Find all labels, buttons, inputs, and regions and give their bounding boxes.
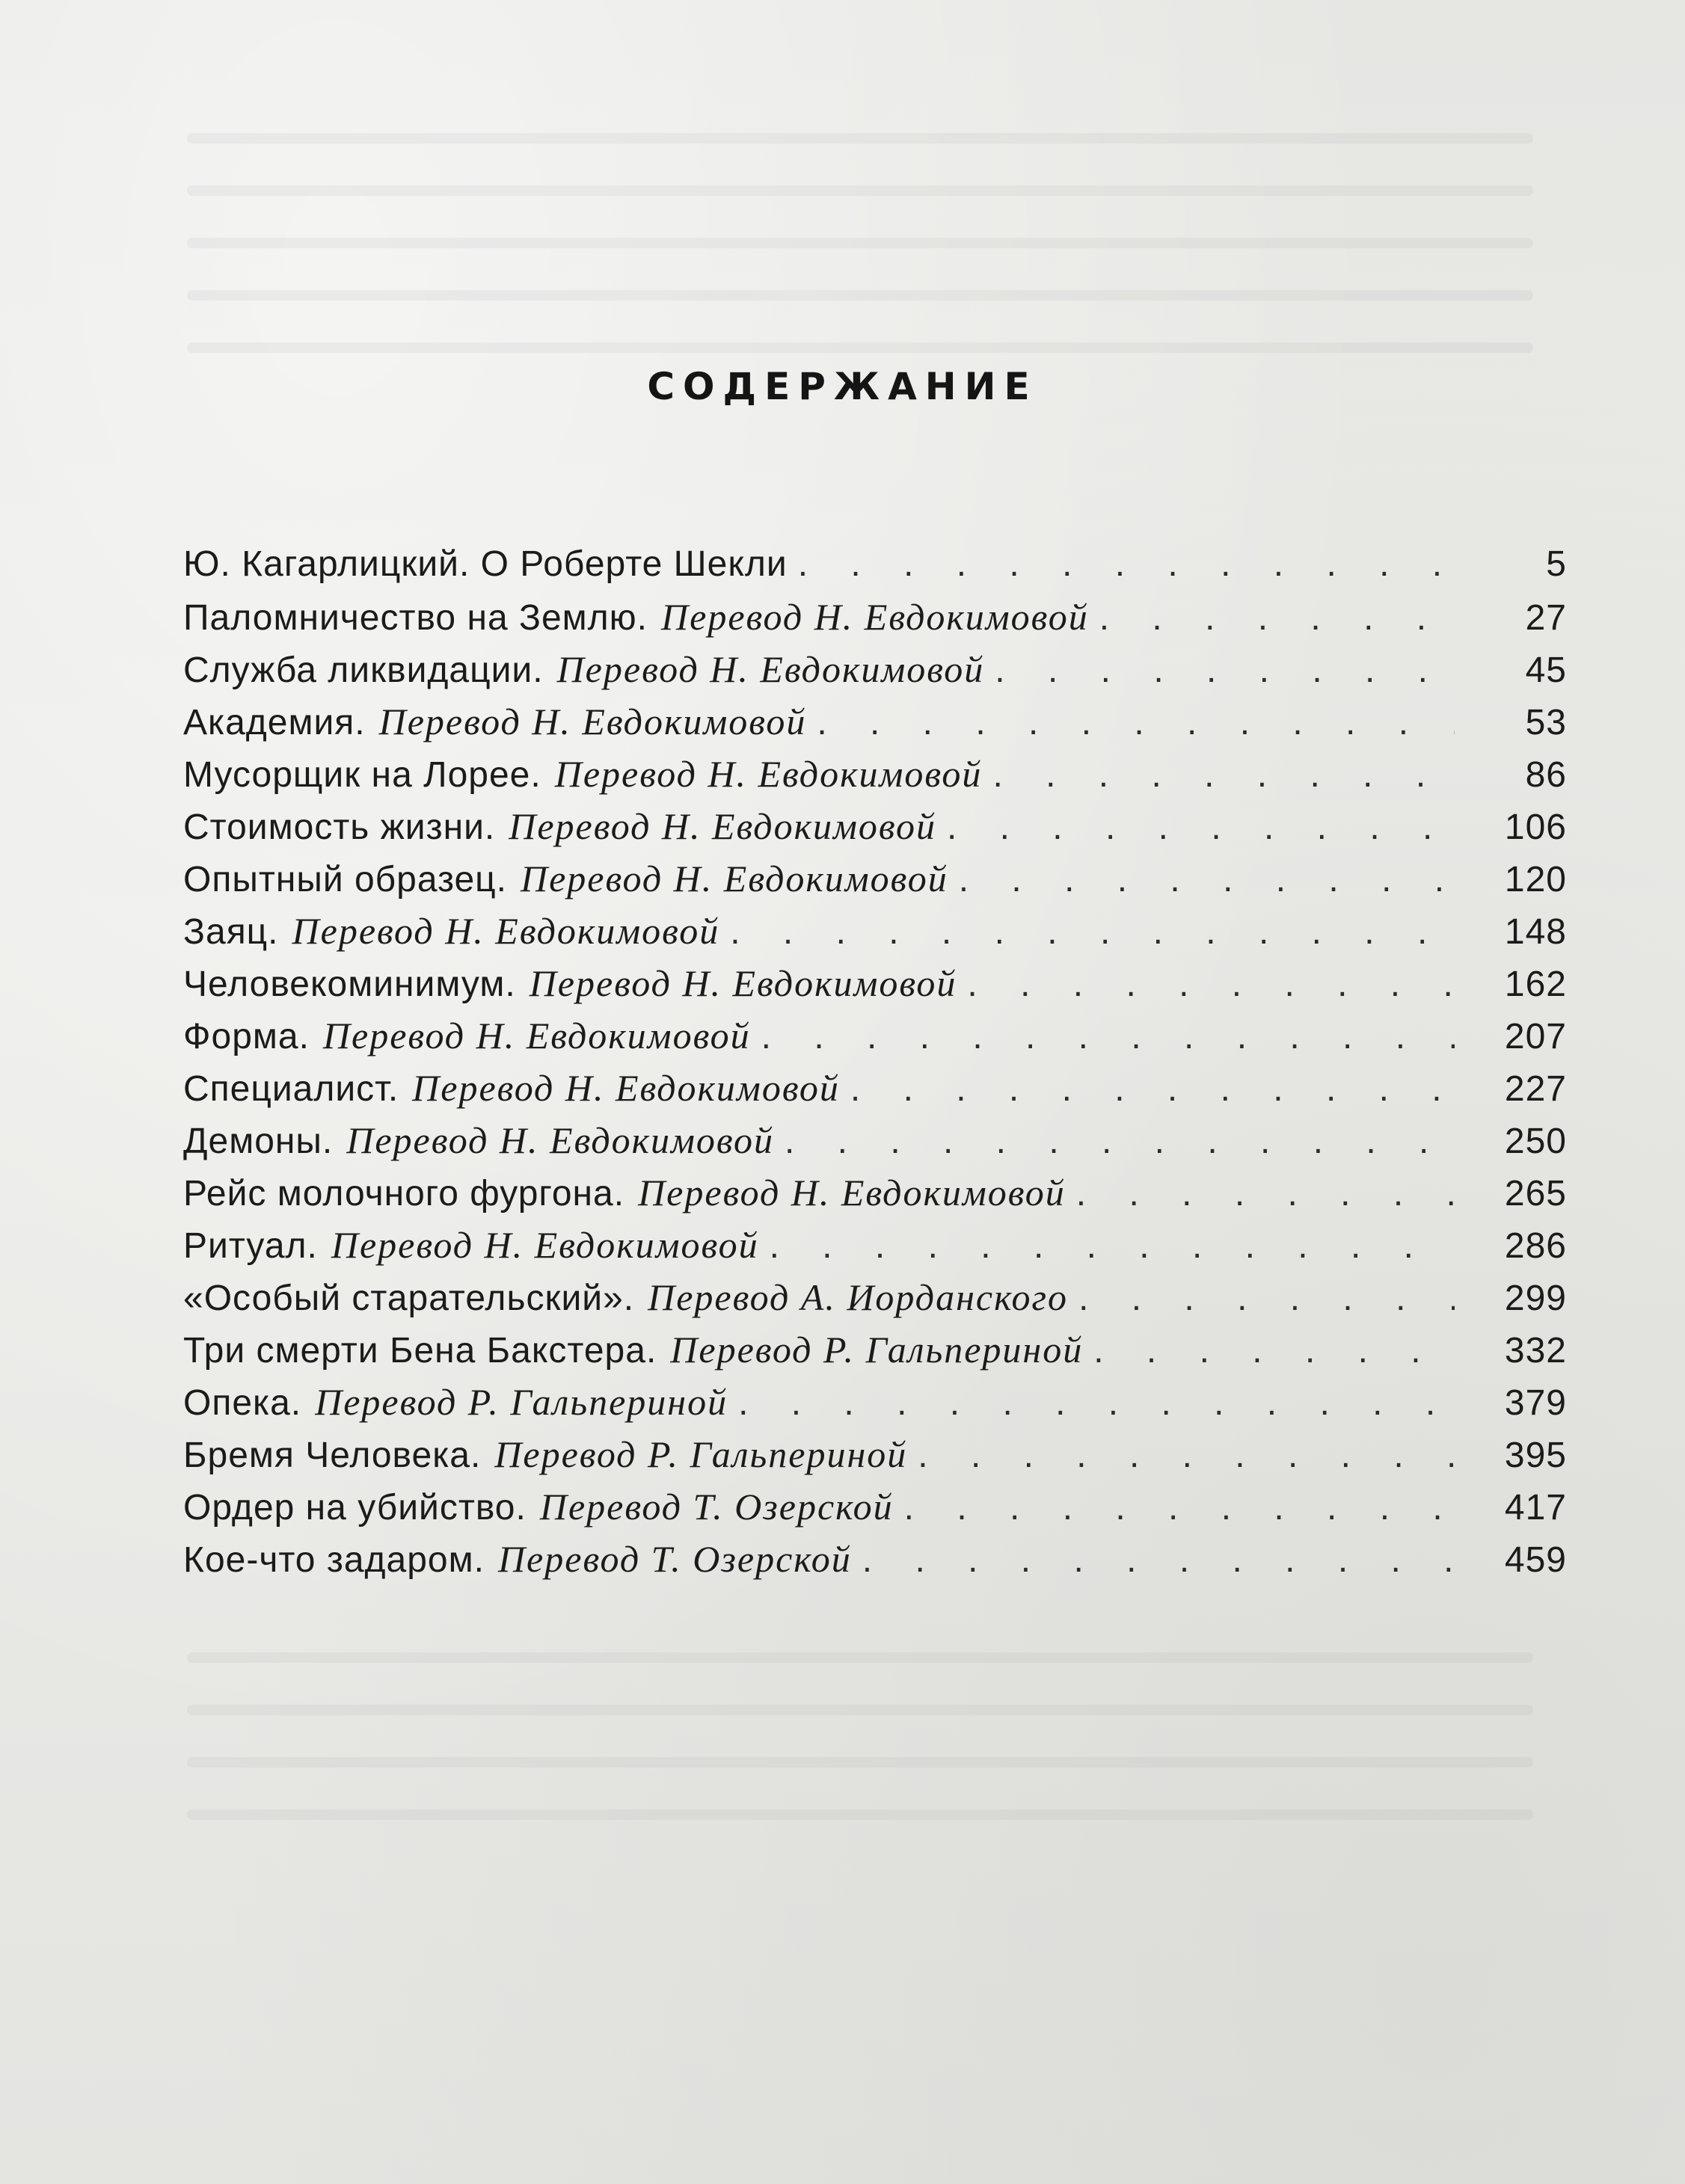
dot-leader — [798, 538, 1455, 591]
entry-translator: Перевод Н. Евдокимовой — [412, 1067, 840, 1109]
dot-leader — [785, 1116, 1455, 1168]
dot-leader — [862, 1534, 1455, 1587]
entry-page-number: 53 — [1525, 703, 1567, 742]
toc-entry — [183, 1428, 1567, 1480]
entry-title: Ордер на убийство. — [183, 1488, 527, 1528]
entry-page-number: 207 — [1504, 1017, 1567, 1056]
entry-title: Стоимость жизни. — [183, 808, 496, 847]
dot-leader — [947, 802, 1455, 854]
entry-page-number: 45 — [1525, 650, 1567, 690]
dot-leader — [761, 1011, 1455, 1063]
entry-page-number: 227 — [1504, 1069, 1567, 1109]
entry-title: Ю. Кагарлицкий. О Роберте Шекли — [183, 544, 788, 584]
dot-leader — [959, 854, 1455, 906]
entry-title: Форма. — [183, 1017, 310, 1056]
dot-leader — [918, 1430, 1455, 1482]
show-through-line — [187, 185, 1533, 196]
dot-leader — [1078, 1273, 1455, 1325]
dot-leader — [730, 906, 1455, 959]
toc-entry — [183, 1062, 1567, 1114]
entry-translator: Перевод Н. Евдокимовой — [378, 701, 807, 742]
dot-leader — [1099, 592, 1455, 645]
entry-title: Рейс молочного фургона. — [183, 1174, 625, 1213]
show-through-line — [187, 1757, 1533, 1768]
entry-translator: Перевод Н. Евдокимовой — [554, 753, 983, 795]
entry-translator: Перевод Н. Евдокимовой — [331, 1224, 759, 1266]
entry-page-number: 417 — [1504, 1488, 1567, 1528]
entry-title: Опытный образец. — [183, 860, 507, 899]
entry-title: Демоны. — [183, 1122, 334, 1161]
toc-entry — [183, 643, 1567, 695]
entry-page-number: 250 — [1504, 1122, 1567, 1161]
dot-leader — [995, 645, 1455, 697]
entry-title: Опека. — [183, 1383, 302, 1423]
entry-page-number: 459 — [1504, 1540, 1567, 1580]
toc-entry — [183, 538, 1567, 591]
page-title: СОДЕРЖАНИЕ — [647, 365, 1038, 408]
dot-leader — [904, 1482, 1455, 1534]
entry-title: Ритуал. — [183, 1226, 318, 1266]
entry-translator: Перевод Н. Евдокимовой — [509, 805, 936, 847]
entry-title: Заяц. — [183, 912, 279, 952]
toc-entry — [183, 1376, 1567, 1428]
entry-title: Три смерти Бена Бакстера. — [183, 1331, 657, 1371]
toc-entry — [183, 852, 1567, 905]
show-through-line — [187, 342, 1533, 353]
entry-page-number: 265 — [1504, 1174, 1567, 1213]
entry-translator: Перевод Р. Гальпериной — [315, 1381, 728, 1423]
entry-translator: Перевод Н. Евдокимовой — [346, 1119, 774, 1161]
entry-title: Бремя Человека. — [183, 1436, 482, 1475]
dot-leader — [967, 959, 1455, 1011]
entry-page-number: 379 — [1504, 1383, 1567, 1423]
entry-translator: Перевод Р. Гальпериной — [494, 1433, 908, 1475]
show-through-line — [187, 238, 1533, 248]
toc-entry — [183, 695, 1567, 748]
show-through-line — [187, 133, 1533, 144]
toc-entry — [183, 1533, 1567, 1585]
entry-page-number: 106 — [1504, 808, 1567, 847]
entry-page-number: 86 — [1525, 755, 1567, 795]
entry-translator: Перевод Т. Озерской — [497, 1538, 852, 1580]
show-through-line — [187, 290, 1533, 301]
entry-title: Кое-что задаром. — [183, 1540, 485, 1580]
entry-title: Служба ликвидации. — [183, 650, 544, 690]
toc-entry — [183, 748, 1567, 800]
entry-title: Паломничество на Землю. — [183, 598, 648, 638]
table-of-contents — [183, 538, 1567, 1585]
dot-leader — [738, 1377, 1455, 1430]
entry-translator: Перевод Н. Евдокимовой — [521, 858, 948, 899]
entry-page-number: 286 — [1504, 1226, 1567, 1266]
dot-leader — [1093, 1325, 1455, 1377]
entry-title: Мусорщик на Лорее. — [183, 755, 541, 795]
dot-leader — [770, 1220, 1455, 1273]
toc-entry — [183, 591, 1567, 643]
entry-translator: Перевод Т. Озерской — [539, 1486, 894, 1528]
entry-page-number: 120 — [1504, 860, 1567, 899]
show-through-line — [187, 1652, 1533, 1663]
toc-entry — [183, 1114, 1567, 1166]
dot-leader — [1076, 1168, 1455, 1220]
dot-leader — [850, 1063, 1455, 1116]
dot-leader — [817, 697, 1455, 749]
entry-title: Академия. — [183, 703, 366, 742]
entry-title: Специалист. — [183, 1069, 399, 1109]
entry-translator: Перевод Н. Евдокимовой — [529, 962, 957, 1004]
toc-entry — [183, 1323, 1567, 1376]
toc-entry — [183, 1009, 1567, 1062]
toc-entry — [183, 1271, 1567, 1323]
entry-translator: Перевод Н. Евдокимовой — [292, 910, 720, 952]
entry-page-number: 148 — [1504, 912, 1567, 952]
entry-translator: Перевод Р. Гальпериной — [670, 1329, 1084, 1371]
entry-page-number: 299 — [1504, 1279, 1567, 1318]
entry-translator: Перевод А. Иорданского — [648, 1276, 1069, 1318]
dot-leader — [992, 749, 1455, 802]
show-through-line — [187, 1705, 1533, 1715]
entry-page-number: 5 — [1546, 544, 1567, 584]
entry-page-number: 332 — [1504, 1331, 1567, 1371]
entry-translator: Перевод Н. Евдокимовой — [322, 1015, 751, 1056]
entry-translator: Перевод Н. Евдокимовой — [661, 596, 1089, 638]
toc-entry — [183, 905, 1567, 957]
entry-title: Человекоминимум. — [183, 965, 516, 1004]
toc-entry — [183, 957, 1567, 1009]
entry-page-number: 27 — [1525, 598, 1567, 638]
toc-entry — [183, 1480, 1567, 1533]
entry-page-number: 162 — [1504, 965, 1567, 1004]
toc-entry — [183, 1219, 1567, 1271]
entry-translator: Перевод Н. Евдокимовой — [638, 1172, 1066, 1213]
toc-entry — [183, 1166, 1567, 1219]
entry-page-number: 395 — [1504, 1436, 1567, 1475]
toc-entry — [183, 800, 1567, 852]
show-through-line — [187, 1809, 1533, 1820]
entry-title: «Особый старательский». — [183, 1279, 635, 1318]
entry-translator: Перевод Н. Евдокимовой — [556, 648, 985, 690]
